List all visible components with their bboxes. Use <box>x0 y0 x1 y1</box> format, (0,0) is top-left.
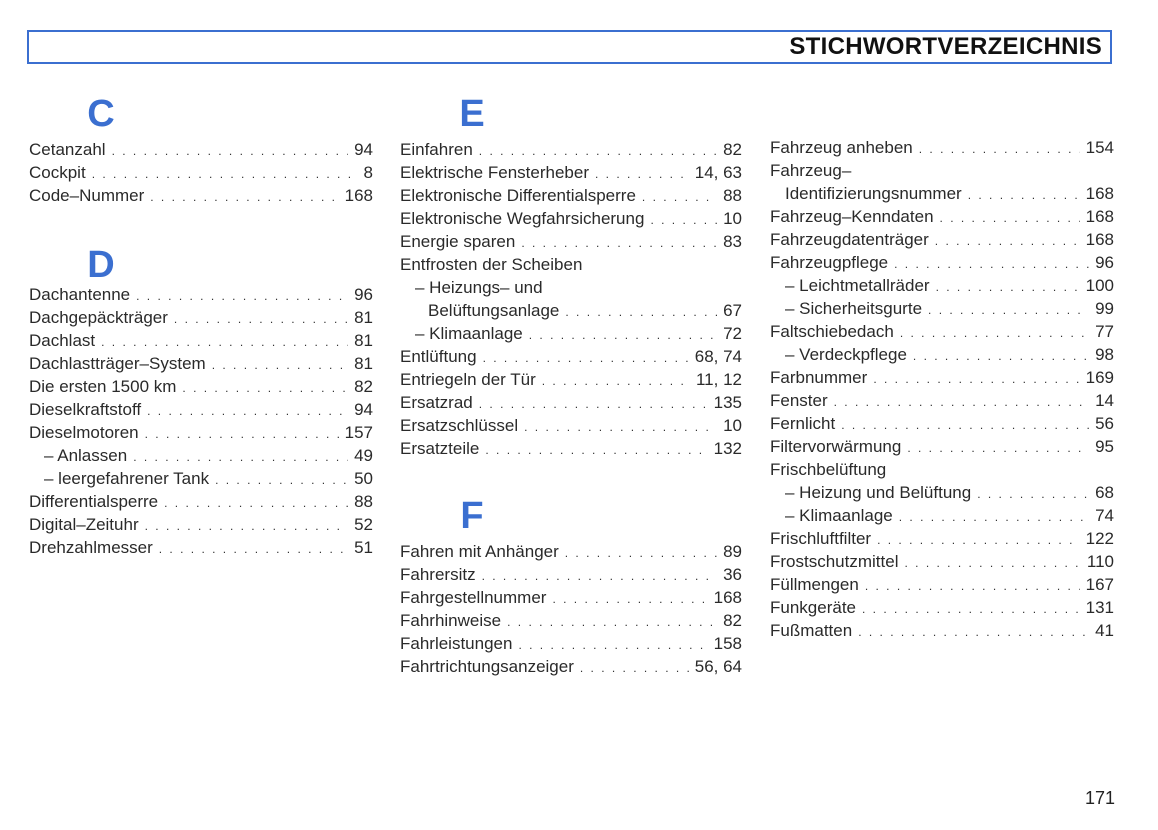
section-letter-e: E <box>459 93 485 135</box>
index-entry: Einfahren . . . 82 <box>400 138 742 161</box>
index-entry: Elektronische Wegfahrsicherung . . . 10 <box>400 207 742 230</box>
index-entry: Ersatzteile . . . 132 <box>400 437 742 460</box>
index-entry: Fahrzeug anheben . . . 154 <box>770 136 1114 159</box>
index-entry-heading: Fahrzeug– <box>770 161 852 180</box>
page-number: 171 <box>1084 788 1115 808</box>
index-entry: Cockpit . . . 8 <box>29 161 373 184</box>
index-entry: Faltschiebedach . . . 77 <box>770 320 1114 343</box>
entries-f-continued <box>770 136 1114 642</box>
index-subentry: – Heizung und Belüftung . . . 68 <box>770 481 1114 504</box>
index-subentry: – Leichtmetallräder . . . 100 <box>770 274 1114 297</box>
index-entry: Dachgepäckträger . . . 81 <box>29 306 373 329</box>
index-column-2 <box>400 90 742 678</box>
index-subentry: – leergefahrener Tank . . . 50 <box>29 467 373 490</box>
index-entry: Farbnummer . . . 169 <box>770 366 1114 389</box>
index-entry: Frostschutzmittel . . . 110 <box>770 550 1114 573</box>
index-entry: Frischluftfilter . . . 122 <box>770 527 1114 550</box>
index-entry: Differentialsperre . . . 88 <box>29 490 373 513</box>
index-subentry: – Klimaanlage . . . 72 <box>400 322 742 345</box>
index-entry: Fenster . . . 14 <box>770 389 1114 412</box>
index-subentry: – Verdeckpflege . . . 98 <box>770 343 1114 366</box>
index-subentry: Belüftungsanlage . . . 67 <box>400 299 742 322</box>
index-entry-heading: Frischbelüftung <box>770 460 887 479</box>
index-entry: Cetanzahl . . . 94 <box>29 138 373 161</box>
page-title: STICHWORTVERZEICHNIS <box>783 32 1102 62</box>
index-entry: Energie sparen . . . 83 <box>400 230 742 253</box>
index-entry: Code–Nummer . . . 168 <box>29 184 373 207</box>
index-entry: Ersatzrad . . . 135 <box>400 391 742 414</box>
entries-f <box>400 540 742 678</box>
entries-d <box>29 283 373 559</box>
index-entry: Elektrische Fensterheber . . . 14, 63 <box>400 161 742 184</box>
index-entry: Fahrhinweise . . . 82 <box>400 609 742 632</box>
entries-e <box>400 138 742 460</box>
index-entry: Fahrtrichtungsanzeiger . . . 56, 64 <box>400 655 742 678</box>
index-subentry: – Anlassen . . . 49 <box>29 444 373 467</box>
section-letter-c: C <box>87 93 115 135</box>
section-letter-d: D <box>87 244 115 286</box>
section-letter-f: F <box>460 495 484 537</box>
index-entry: Dieselkraftstoff . . . 94 <box>29 398 373 421</box>
index-entry-heading: Entfrosten der Scheiben <box>400 255 583 274</box>
index-entry: Fußmatten . . . 41 <box>770 619 1114 642</box>
header-bar <box>27 30 1112 64</box>
index-entry: Fahrersitz . . . 36 <box>400 563 742 586</box>
index-entry: Dachlastträger–System . . . 81 <box>29 352 373 375</box>
index-entry: Ersatzschlüssel . . . 10 <box>400 414 742 437</box>
index-entry: Fahrzeugpflege . . . 96 <box>770 251 1114 274</box>
index-column-3 <box>770 136 1114 642</box>
index-entry: Dachlast . . . 81 <box>29 329 373 352</box>
index-subentry-heading: – Heizungs– und <box>415 278 543 297</box>
index-entry: Fahrzeug–Kenndaten . . . 168 <box>770 205 1114 228</box>
index-entry: Drehzahlmesser . . . 51 <box>29 536 373 559</box>
index-entry: Füllmengen . . . 167 <box>770 573 1114 596</box>
index-entry: Fahrleistungen . . . 158 <box>400 632 742 655</box>
index-entry: Fernlicht . . . 56 <box>770 412 1114 435</box>
index-entry: Funkgeräte . . . 131 <box>770 596 1114 619</box>
index-entry: Fahrzeugdatenträger . . . 168 <box>770 228 1114 251</box>
index-entry: Die ersten 1500 km . . . 82 <box>29 375 373 398</box>
entries-c <box>29 138 373 207</box>
index-entry: Entlüftung . . . 68, 74 <box>400 345 742 368</box>
index-subentry: – Klimaanlage . . . 74 <box>770 504 1114 527</box>
index-entry: Fahrgestellnummer . . . 168 <box>400 586 742 609</box>
index-entry: Dieselmotoren . . . 157 <box>29 421 373 444</box>
index-entry: Elektronische Differentialsperre . . . 88 <box>400 184 742 207</box>
index-entry: Digital–Zeituhr . . . 52 <box>29 513 373 536</box>
index-subentry: Identifizierungsnummer . . . 168 <box>770 182 1114 205</box>
index-entry: Filtervorwärmung . . . 95 <box>770 435 1114 458</box>
index-entry: Dachantenne . . . 96 <box>29 283 373 306</box>
index-entry: Fahren mit Anhänger . . . 89 <box>400 540 742 563</box>
index-column-1 <box>29 90 373 559</box>
index-subentry: – Sicherheitsgurte . . . 99 <box>770 297 1114 320</box>
index-entry: Entriegeln der Tür . . . 11, 12 <box>400 368 742 391</box>
